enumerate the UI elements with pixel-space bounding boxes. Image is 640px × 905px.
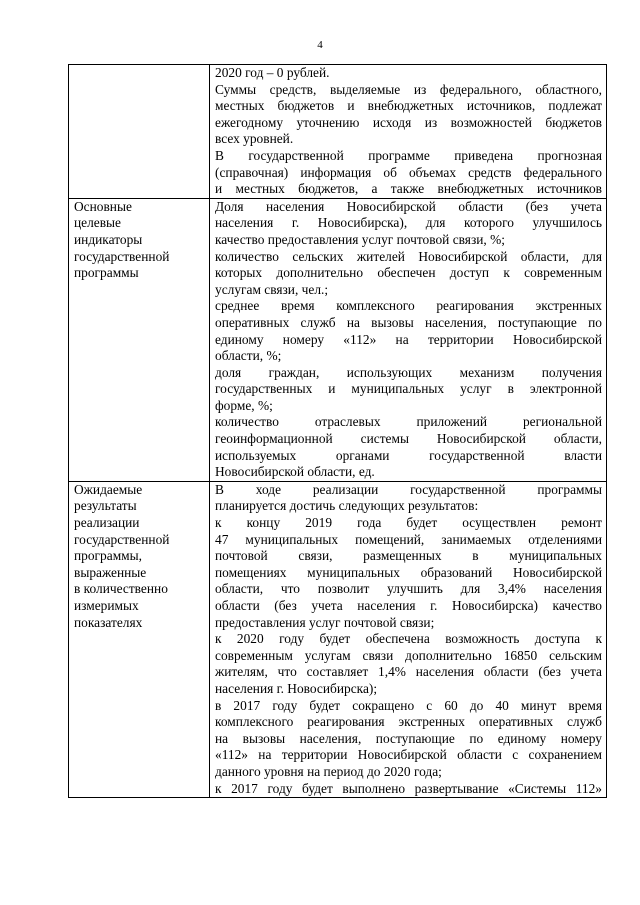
- text-line: 47 муниципальных помещений, занимаемых отделениями: [215, 531, 602, 547]
- label-line: Ожидаемые: [74, 481, 143, 497]
- text-line: и местных бюджетов, а также внебюджетных источников: [215, 181, 602, 197]
- text-line: количество сельских жителей Новосибирской области, для: [215, 248, 602, 264]
- label-line: измеримых: [74, 598, 139, 613]
- text-line: современным услугам связи дополнительно 16850 сельским: [215, 647, 602, 663]
- label-line: реализации: [74, 515, 140, 531]
- table-row: [69, 481, 607, 797]
- text-line: всех уровней.: [215, 131, 294, 147]
- text-line: форме, %;: [215, 397, 273, 413]
- text-line: области (без учета населения г. Новосибирска) качество: [215, 598, 602, 613]
- text-line: Доля населения Новосибирской области (без учета: [215, 198, 602, 214]
- row-label-cell: [69, 481, 210, 797]
- text-line: количество отраслевых приложений региональной: [215, 414, 602, 430]
- label-line: выраженные: [74, 564, 147, 580]
- program-passport-table: [68, 64, 607, 798]
- text-line: к 2020 году будет обеспечена возможность доступа к: [215, 631, 602, 647]
- label-line: индикаторы: [74, 231, 143, 247]
- label-line: программы,: [74, 548, 142, 564]
- table-row: [69, 65, 607, 199]
- text-line: населения г. Новосибирска);: [215, 680, 378, 696]
- text-line: 2020 год – 0 рублей.: [215, 65, 330, 80]
- text-line: к концу 2019 года будет осуществлен ремонт: [215, 515, 602, 531]
- text-line: (справочная) информация об объемах средств федерального: [215, 164, 602, 180]
- text-line: помещениях муниципальных образований Новосибирской: [215, 564, 602, 580]
- label-line: в количественно: [74, 581, 168, 597]
- text-line: «112» на территории Новосибирской области с сохранением: [215, 747, 602, 763]
- label-line: целевые: [74, 215, 121, 231]
- row-label-cell: [69, 65, 210, 199]
- label-line: программы: [74, 265, 139, 281]
- table-row: [69, 198, 607, 481]
- row-content-cell: [210, 65, 607, 199]
- text-line: ежегодному уточнению исходя из возможностей бюджетов: [215, 114, 602, 130]
- text-line: В государственной программе приведена прогнозная: [215, 147, 602, 163]
- text-line: оперативных служб на вызовы населения, поступающие по: [215, 314, 602, 330]
- text-line: используемых органами государственной власти: [215, 447, 602, 463]
- text-line: комплексного реагирования экстренных оперативных служб: [215, 714, 602, 730]
- text-line: местных бюджетов и внебюджетных источников, подлежат: [215, 98, 602, 114]
- text-line: которых дополнительно обеспечен доступ к современным: [215, 265, 602, 281]
- label-line: Основные: [74, 198, 132, 214]
- text-line: государственных и муниципальных услуг в электронной: [215, 381, 602, 397]
- text-line: качество предоставления услуг почтовой связи, %;: [215, 231, 505, 247]
- text-line: Новосибирской области, ед.: [215, 464, 375, 480]
- text-line: к 2017 году будет выполнено развертывание «Системы 112»: [215, 780, 602, 796]
- text-line: услугам связи, чел.;: [215, 281, 329, 297]
- label-line: государственной: [74, 531, 170, 547]
- label-line: результаты: [74, 498, 137, 514]
- text-line: среднее время комплексного реагирования экстренных: [215, 298, 602, 314]
- text-line: геоинформационной системы Новосибирской области,: [215, 431, 602, 447]
- label-line: показателях: [74, 614, 143, 630]
- row-content-cell: [210, 198, 607, 481]
- text-line: населения г. Новосибирска), для которого улучшилось: [215, 215, 602, 231]
- row-label-cell: [69, 198, 210, 481]
- text-line: области, что позволит улучшить для 3,4% населения: [215, 581, 602, 597]
- text-line: единому номеру «112» на территории Новосибирской: [215, 331, 602, 347]
- text-line: в 2017 году будет сокращено с 60 до 40 минут время: [215, 697, 602, 713]
- text-line: области, %;: [215, 348, 282, 364]
- page-number: 4: [317, 39, 323, 51]
- label-line: государственной: [74, 248, 170, 264]
- text-line: предоставления услуг почтовой связи;: [215, 614, 435, 630]
- text-line: жителям, что составляет 1,4% населения области (без учета: [215, 664, 602, 680]
- text-line: Суммы средств, выделяемые из федерального, областного,: [215, 81, 602, 97]
- text-line: доля граждан, использующих механизм получения: [215, 364, 602, 380]
- row-content-cell: [210, 481, 607, 797]
- text-line: В ходе реализации государственной программы: [215, 481, 602, 497]
- text-line: почтовой связи, размещенных в муниципальных: [215, 548, 602, 564]
- text-line: планируется достичь следующих результатов:: [215, 498, 479, 514]
- text-line: данного уровня на период до 2020 года;: [215, 763, 442, 779]
- text-line: на вызовы населения, поступающие по единому номеру: [215, 730, 602, 746]
